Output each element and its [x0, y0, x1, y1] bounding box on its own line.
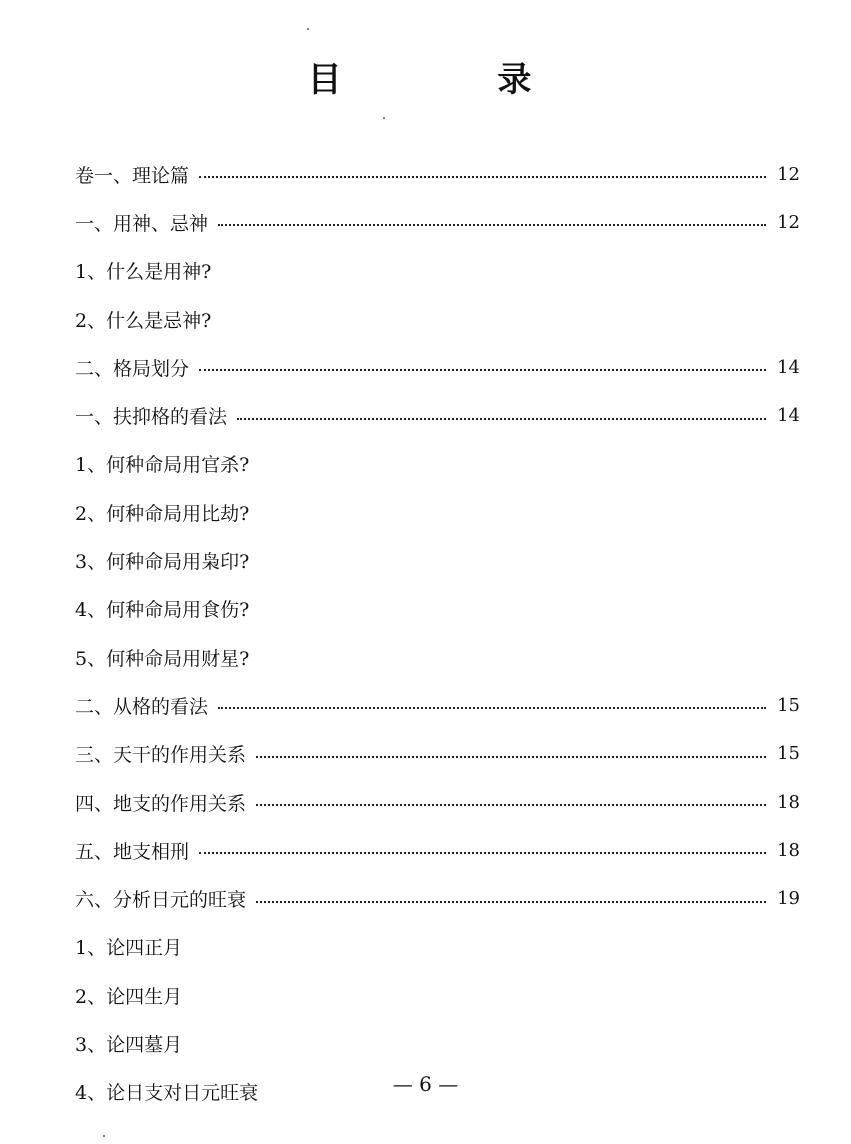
- toc-entry-label: 二、格局划分: [75, 357, 190, 380]
- toc-entry: [75, 778, 800, 826]
- toc-entry-label: 3、何种命局用枭印?: [75, 551, 250, 574]
- toc-entry-label: 三、天干的作用关系: [75, 744, 247, 767]
- toc-entry: [75, 971, 800, 1019]
- toc-entry: [75, 295, 800, 343]
- toc-entry-label: 2、何种命局用比劫?: [75, 502, 250, 525]
- toc-entry: [75, 826, 800, 874]
- toc-entry-label: 六、分析日元的旺衰: [75, 889, 247, 912]
- toc-entry: [75, 488, 800, 536]
- toc-entry-page: 15: [777, 743, 800, 765]
- toc-entry-label: 5、何种命局用财星?: [75, 647, 250, 670]
- toc-entry-label: 二、从格的看法: [75, 695, 209, 718]
- scan-speck: [307, 28, 309, 30]
- toc-entry: [75, 343, 800, 391]
- toc-entry-label: 1、什么是用神?: [75, 261, 212, 284]
- dot-leader: [218, 224, 766, 226]
- toc-entry-label: 4、何种命局用食伤?: [75, 599, 250, 622]
- dot-leader: [256, 901, 766, 903]
- toc-entry-page: 18: [777, 791, 800, 813]
- dot-leader: [256, 756, 766, 758]
- toc-entry-page: 14: [777, 356, 800, 378]
- toc-entry-page: 19: [777, 888, 800, 910]
- toc-entry-label: 2、什么是忌神?: [75, 309, 212, 332]
- toc-entry: [75, 874, 800, 922]
- page-title: 目 录: [307, 60, 604, 100]
- toc-entry-label: 卷一、理论篇: [75, 164, 190, 187]
- dot-leader: [199, 176, 766, 178]
- dot-leader: [237, 418, 766, 420]
- toc-entry-label: 1、论四正月: [75, 937, 183, 960]
- toc-entry: [75, 681, 800, 729]
- toc-entry-page: 15: [777, 694, 800, 716]
- page-number: — 6 —: [392, 1072, 459, 1096]
- table-of-contents: [75, 150, 800, 1116]
- toc-entry: [75, 536, 800, 584]
- scan-speck: [383, 117, 385, 119]
- toc-entry: [75, 150, 800, 198]
- toc-entry-label: 4、论日支对日元旺衰: [75, 1082, 259, 1105]
- toc-entry-label: 3、论四墓月: [75, 1033, 183, 1056]
- toc-entry-page: 12: [777, 163, 800, 185]
- toc-entry-label: 1、何种命局用官杀?: [75, 454, 250, 477]
- scan-speck: [103, 1135, 105, 1137]
- dot-leader: [218, 707, 766, 709]
- toc-entry-page: 18: [777, 839, 800, 861]
- dot-leader: [199, 852, 766, 854]
- toc-entry-label: 五、地支相刑: [75, 840, 190, 863]
- toc-entry: [75, 730, 800, 778]
- toc-entry: [75, 391, 800, 439]
- toc-entry: [75, 633, 800, 681]
- toc-entry: [75, 585, 800, 633]
- toc-entry: [75, 1019, 800, 1067]
- toc-entry: [75, 198, 800, 246]
- dot-leader: [256, 804, 766, 806]
- toc-entry: [75, 247, 800, 295]
- toc-entry-page: 14: [777, 405, 800, 427]
- toc-entry-label: 一、用神、忌神: [75, 212, 209, 235]
- toc-entry: [75, 440, 800, 488]
- toc-entry: [75, 923, 800, 971]
- toc-entry-label: 2、论四生月: [75, 985, 183, 1008]
- toc-entry-label: 四、地支的作用关系: [75, 792, 247, 815]
- dot-leader: [199, 369, 766, 371]
- toc-entry-label: 一、扶抑格的看法: [75, 406, 228, 429]
- toc-entry-page: 12: [777, 211, 800, 233]
